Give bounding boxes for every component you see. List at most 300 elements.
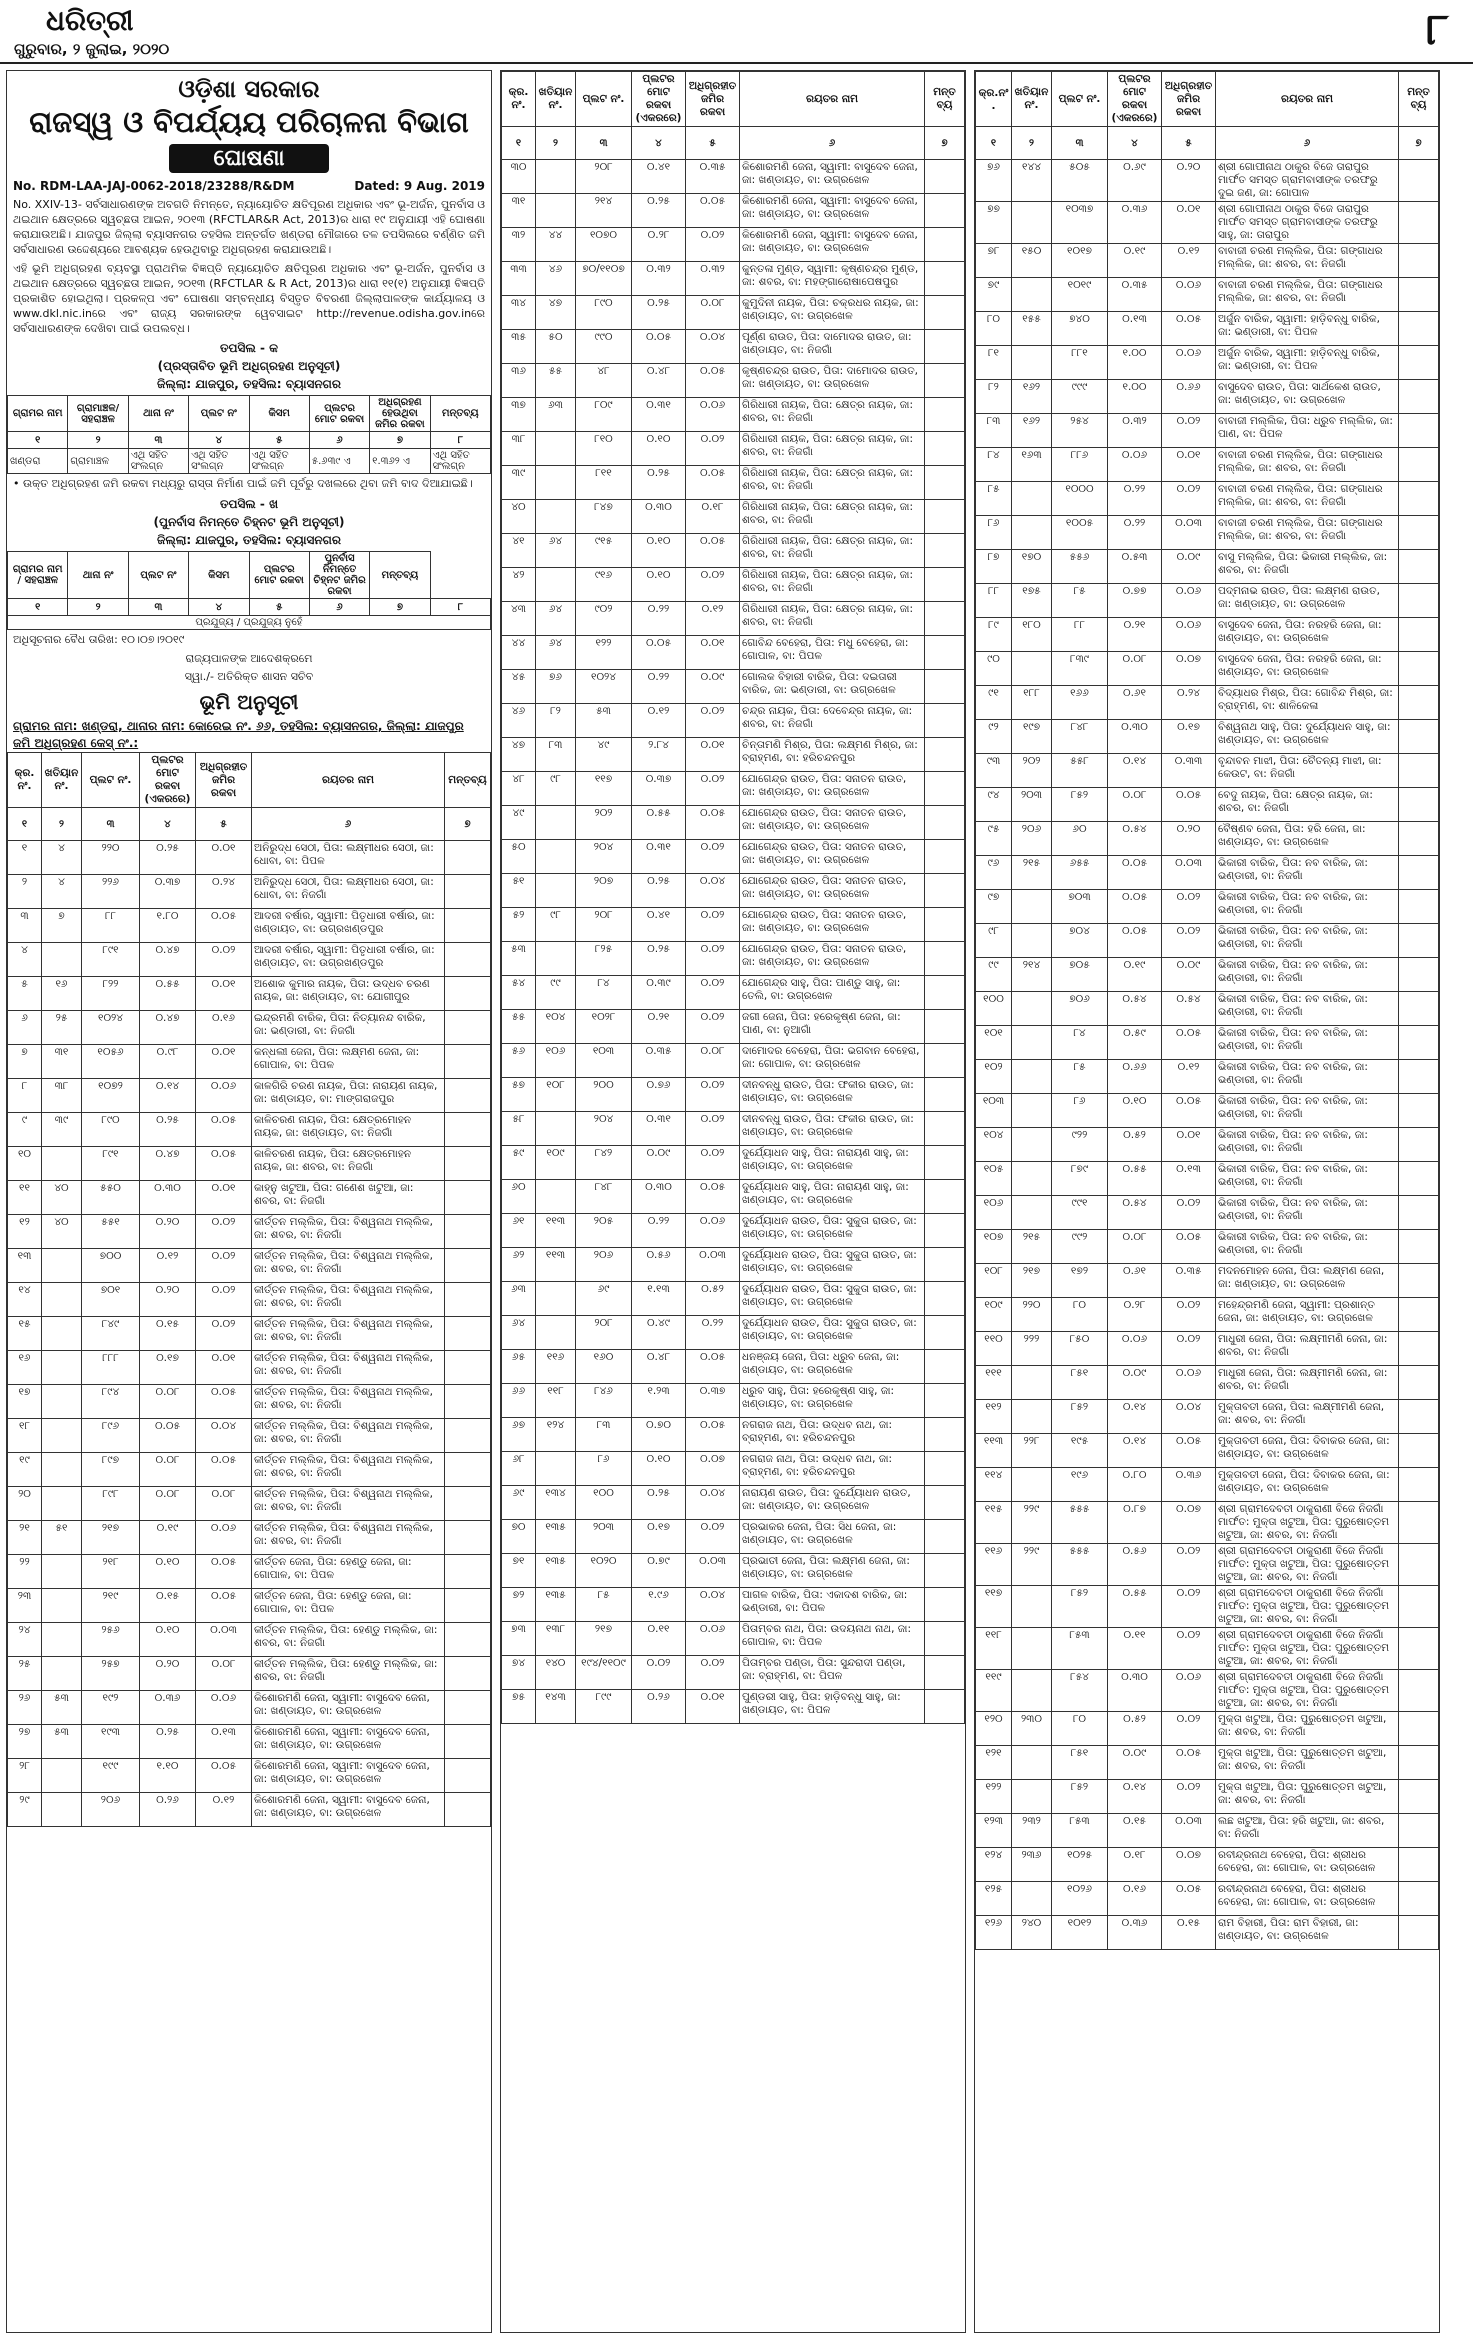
table-cell: ୫୩ bbox=[576, 704, 632, 738]
table-cell bbox=[925, 942, 965, 976]
owner-name-cell: ଦୁର୍ଯ୍ୟୋଧନ ରାଉତ, ପିତା: ସୁକୁତା ରାଉତ, ଜା: ଖଣ୍ଡାୟତ, ବା: ଉଗ୍ରଖେଳ bbox=[740, 1282, 925, 1316]
table-cell bbox=[1399, 414, 1439, 448]
land-header-cell: ଅଧିଗ୍ରହୀତ ଜମିର ରକବା bbox=[196, 753, 252, 808]
table-cell bbox=[925, 1010, 965, 1044]
owner-name-cell: ଶ୍ରୀ ଗ୍ରାମଦେବତୀ ଠାକୁରାଣୀ ବିଜେ ନିଜଗାଁ ମାର୍ଫତ: ମୁକ୍ତା ଖଟୁଆ, ପିତା: ପୁରୁଷୋତ୍ତମ ଖଟୁଆ, ଜା: ଶବର, ବା: ନିଜଗାଁ bbox=[1216, 1586, 1399, 1628]
table-cell: ୨୫ bbox=[8, 1657, 42, 1691]
table-cell: ୨୦୩ bbox=[576, 1520, 632, 1554]
table-cell bbox=[925, 1112, 965, 1146]
table-row bbox=[8, 1623, 491, 1657]
table-cell: ୦.୨୦ bbox=[140, 1215, 196, 1249]
owner-name-cell: ଭିକାରୀ ବାରିକ, ପିତା: ନବ ବାରିକ, ଜା: ଭଣ୍ଡାରୀ, ବା: ନିଜଗାଁ bbox=[1216, 856, 1399, 890]
table-row bbox=[502, 1554, 965, 1588]
table-cell: ୪ bbox=[42, 875, 82, 909]
table-cell: ୪୯ bbox=[502, 806, 536, 840]
table-cell: ୧୦୯ bbox=[976, 1298, 1012, 1332]
newspaper-logo: ଧରିତ୍ରୀ bbox=[46, 4, 134, 37]
land-header-cell: ପ୍ଲଟ ନଂ. bbox=[1052, 72, 1108, 127]
schedule-a-header-cell: ପ୍ଲଟର ମୋଟ ରକବା bbox=[309, 396, 369, 432]
table-row bbox=[976, 482, 1439, 516]
owner-name-cell: ଦୁର୍ଯ୍ୟୋଧନ ସାହୁ, ପିତା: ନାରାୟଣ ସାହୁ, ଜା: ଖଣ୍ଡାୟତ, ବା: ଉଗ୍ରଖେଳ bbox=[740, 1180, 925, 1214]
land-index-cell: ୬ bbox=[1216, 127, 1399, 160]
table-cell: ୮୦ bbox=[976, 312, 1012, 346]
table-cell: ୮୦୯ bbox=[576, 398, 632, 432]
table-cell: ୦.୫୬ bbox=[1108, 1544, 1162, 1586]
table-cell: ୧୧ bbox=[8, 1181, 42, 1215]
table-row bbox=[502, 1180, 965, 1214]
table-cell: ୦.୦୫ bbox=[1162, 312, 1216, 346]
schedule-b-index-cell: ୫ bbox=[249, 599, 309, 616]
table-cell: ୯୨୨ bbox=[1052, 1128, 1108, 1162]
table-cell bbox=[925, 1656, 965, 1690]
table-row bbox=[976, 516, 1439, 550]
table-cell: ୧ bbox=[8, 841, 42, 875]
table-cell: ୮୯୭ bbox=[82, 1453, 140, 1487]
table-cell: ୦.୦୨ bbox=[686, 228, 740, 262]
table-cell: ୫୧ bbox=[42, 1521, 82, 1555]
table-cell: ୦.୨୫ bbox=[632, 194, 686, 228]
table-cell bbox=[1012, 1094, 1052, 1128]
table-cell: ୧୮୮ bbox=[1012, 686, 1052, 720]
table-cell: ୦.୨୦ bbox=[1162, 160, 1216, 202]
table-cell: ୦.୫୫ bbox=[1108, 1586, 1162, 1628]
table-row bbox=[8, 1487, 491, 1521]
table-cell: ୯୯୯ bbox=[1052, 380, 1108, 414]
table-row bbox=[976, 414, 1439, 448]
table-cell: ୮୯୧ bbox=[82, 943, 140, 977]
table-cell: ୪୪ bbox=[536, 228, 576, 262]
table-cell: ୦.୦୫ bbox=[1108, 856, 1162, 890]
table-row bbox=[502, 1146, 965, 1180]
table-cell: ୦.୦୮ bbox=[196, 1487, 252, 1521]
table-cell bbox=[925, 228, 965, 262]
table-cell: ୯୯ bbox=[976, 958, 1012, 992]
land-header-cell: କ୍ର.ନଂ. bbox=[502, 72, 536, 127]
table-cell bbox=[1399, 312, 1439, 346]
table-cell: ୮୯୪ bbox=[82, 1385, 140, 1419]
table-cell: ୬୯ bbox=[576, 1282, 632, 1316]
table-cell: ୪୪ bbox=[502, 636, 536, 670]
land-header-cell: ମନ୍ତବ୍ୟ bbox=[445, 753, 491, 808]
table-cell: ୧୦୨୦ bbox=[576, 1554, 632, 1588]
table-cell: ୪ bbox=[8, 943, 42, 977]
table-cell bbox=[1399, 1298, 1439, 1332]
table-row bbox=[976, 1746, 1439, 1780]
table-cell bbox=[536, 806, 576, 840]
table-cell: ୦.୩୧ bbox=[632, 1112, 686, 1146]
table-cell: ୦.୦୫ bbox=[196, 1555, 252, 1589]
land-header-cell: କ୍ର.ନଂ. bbox=[8, 753, 42, 808]
table-cell: ୧୪୩ bbox=[536, 1690, 576, 1724]
column-1 bbox=[6, 70, 492, 2333]
table-cell bbox=[1012, 1468, 1052, 1502]
table-cell: ୦.୩୨ bbox=[686, 262, 740, 296]
table-cell: ୮୪୯ bbox=[82, 1317, 140, 1351]
table-cell bbox=[1399, 550, 1439, 584]
table-cell: ୧୧୦ bbox=[976, 1332, 1012, 1366]
table-cell: ୧୩୫ bbox=[536, 1588, 576, 1622]
owner-name-cell: ମାଧୁରୀ ଜେନା, ପିତା: ଲକ୍ଷ୍ମୀମଣି ଜେନା, ଜା: ଶବର, ବା: ନିଜଗାଁ bbox=[1216, 1332, 1399, 1366]
table-cell: ୧.୯୬ bbox=[632, 1588, 686, 1622]
table-cell: ୧୧୬ bbox=[976, 1544, 1012, 1586]
table-cell: ୦.୬୧ bbox=[1108, 1264, 1162, 1298]
table-row bbox=[502, 1690, 965, 1724]
table-row bbox=[976, 754, 1439, 788]
owner-name-cell: ମୁକ୍ତାବତୀ ଜେନା, ପିତା: ଦିବାକର ଜେନା, ଜା: ଖଣ୍ଡାୟତ, ବା: ଉଗ୍ରଖେଳ bbox=[1216, 1468, 1399, 1502]
column-3 bbox=[974, 70, 1440, 2333]
table-cell: ୦.୦୨ bbox=[1162, 1298, 1216, 1332]
table-cell: ୧୫୦ bbox=[1012, 244, 1052, 278]
table-cell bbox=[925, 364, 965, 398]
land-header-cell: ଖତିୟାନ ନଂ. bbox=[536, 72, 576, 127]
table-row bbox=[8, 1657, 491, 1691]
table-cell: ୮୮୧ bbox=[1052, 346, 1108, 380]
table-cell: ୧୦୦ bbox=[576, 1486, 632, 1520]
table-cell: ୦.୬୬ bbox=[1108, 1060, 1162, 1094]
table-cell bbox=[42, 1351, 82, 1385]
table-row bbox=[976, 1848, 1439, 1882]
table-cell bbox=[925, 636, 965, 670]
table-cell: ୫୫୫ bbox=[1052, 1544, 1108, 1586]
owner-name-cell: କିଶୋରମଣି ଜେନା, ସ୍ୱାମୀ: ବାସୁଦେବ ଜେନା, ଜା: ଖଣ୍ଡାୟତ, ବା: ଉଗ୍ରଖେଳ bbox=[252, 1691, 445, 1725]
table-cell: ୬୩ bbox=[536, 398, 576, 432]
table-row bbox=[502, 1656, 965, 1690]
table-cell: ୦.୧୫ bbox=[140, 1589, 196, 1623]
table-cell: ୧୨୦ bbox=[976, 1712, 1012, 1746]
table-row bbox=[976, 1628, 1439, 1670]
table-cell: ୨୫୪ bbox=[1052, 414, 1108, 448]
table-cell: ୦.୩୬ bbox=[140, 1691, 196, 1725]
table-cell: ୦.୦୧ bbox=[1162, 1128, 1216, 1162]
table-cell: ୦.୦୩ bbox=[1162, 516, 1216, 550]
table-cell bbox=[445, 943, 491, 977]
table-cell: ୦.୦୧ bbox=[686, 636, 740, 670]
table-cell: ୦.୦୫ bbox=[1162, 1434, 1216, 1468]
table-cell: ୦.୨୮ bbox=[1108, 1298, 1162, 1332]
table-cell bbox=[925, 1452, 965, 1486]
notice-paragraph-2: ଏହି ଭୂମି ଅଧିଗ୍ରହଣ ବ୍ୟବସ୍ଥା ପ୍ରାଥମିକ ବିଜ୍ଞପ୍ତି ନ୍ୟାୟୋଚିତ କ୍ଷତିପୂରଣ ଅଧିକାର ଏବଂ ଭୂ-ଅର୍ଜନ, ପୁନର୍ବାସ ଓ ଥଇଥାନ କ୍ଷେତ୍ରରେ ସ୍ୱଚ୍ଛତା ଆଇନ, ୨୦୧୩ (RFCTLAR & R Act, 2013)ର ଧାରା ୧୧(୧) ଅନୁଯାୟୀ ବିଜ୍ଞପ୍ତି ପ୍ରକାଶିତ ହୋଇଥିଲା। ପ୍ରକଳ୍ପ ଏବଂ ଘୋଷଣା ସମ୍ବନ୍ଧୀୟ ବିସ୍ତୃତ ବିବରଣୀ ଜିଲ୍ଲାପାଳଙ୍କ କାର୍ଯ୍ୟାଳୟ ଓ www.dkl.nic.inରେ ଏବଂ ରାଜ୍ୟ ସରକାରଙ୍କ ୱେବସାଇଟ http://revenue.odisha.gov.inରେ ସର୍ବସାଧାରଣଙ୍କ ଦେଖିବା ପାଇଁ ଉପଲବ୍ଧ। bbox=[13, 262, 485, 335]
table-cell: ୮୫୨ bbox=[1052, 1586, 1108, 1628]
table-cell: ୩୮ bbox=[502, 432, 536, 466]
table-cell: ୦.୦୨ bbox=[1162, 1544, 1216, 1586]
table-cell bbox=[536, 1316, 576, 1350]
land-header-cell: ପ୍ଲଟର ମୋଟ ରକବା (ଏକରରେ) bbox=[140, 753, 196, 808]
owner-name-cell: ମହେନ୍ଦ୍ରମଣି ଜେନା, ସ୍ୱାମୀ: ପ୍ରଶାନ୍ତ ଜେନା, ଜା: ଖଣ୍ଡାୟତ, ବା: ଉଗ୍ରଖେଳ bbox=[1216, 1298, 1399, 1332]
schedule-b-header-cell: ଥାନା ନଂ bbox=[68, 552, 128, 599]
table-cell: ୦.୩୭ bbox=[632, 772, 686, 806]
table-cell: ୮୫୦ bbox=[1052, 1332, 1108, 1366]
table-cell: ୧୦୨୫ bbox=[1052, 1848, 1108, 1882]
table-cell: ୧୦ bbox=[8, 1147, 42, 1181]
owner-name-cell: ବାବାଜୀ ଚରଣ ମଲ୍ଲିକ, ପିତା: ଗଙ୍ଗାଧର ମଲ୍ଲିକ, ଜା: ଶବର, ବା: ନିଜଗାଁ bbox=[1216, 516, 1399, 550]
owner-name-cell: ବିଦ୍ୟାଧର ମିଶ୍ର, ପିତା: ଗୋବିନ୍ଦ ମିଶ୍ର, ଜା: ବ୍ରାହ୍ମଣ, ବା: ଶାଳିକେଳା bbox=[1216, 686, 1399, 720]
table-row bbox=[502, 1282, 965, 1316]
table-cell: ୦.୦୩ bbox=[1162, 856, 1216, 890]
table-cell: ୧୯୨ bbox=[82, 1691, 140, 1725]
table-cell: ୧୦୪ bbox=[976, 1128, 1012, 1162]
owner-name-cell: ଚିନ୍ତାମଣି ମିଶ୍ର, ପିତା: ଲକ୍ଷ୍ମଣ ମିଶ୍ର, ଜା: ବ୍ରାହ୍ମଣ, ବା: ହରିଚନ୍ଦନପୁର bbox=[740, 738, 925, 772]
table-cell bbox=[925, 568, 965, 602]
table-cell bbox=[925, 1486, 965, 1520]
owner-name-cell: ଯୋଗେନ୍ଦ୍ର ସାହୁ, ପିତା: ପାଣ୍ଡୁ ସାହୁ, ଜା: ତେଲି, ବା: ଉଗ୍ରଖେଳ bbox=[740, 976, 925, 1010]
schedule-b-title: ତପସିଲ - ଖ bbox=[219, 497, 279, 511]
table-cell: ୦.୭୦ bbox=[632, 1418, 686, 1452]
table-cell: ୧୧୧ bbox=[976, 1366, 1012, 1400]
table-cell: ୧୪୦ bbox=[536, 1656, 576, 1690]
table-cell: ୦.୨୨ bbox=[1108, 516, 1162, 550]
table-cell: ୮୮ bbox=[976, 584, 1012, 618]
table-cell: ୧୦୩ bbox=[976, 1094, 1012, 1128]
table-cell bbox=[1399, 244, 1439, 278]
table-cell: ୩୯ bbox=[42, 1113, 82, 1147]
table-cell: ୦.୧୭ bbox=[1162, 720, 1216, 754]
table-cell bbox=[1399, 1162, 1439, 1196]
owner-name-cell: ଯୋଗେନ୍ଦ୍ର ରାଉତ, ପିତା: ସନାତନ ରାଉତ, ଜା: ଖଣ୍ଡାୟତ, ବା: ଉଗ୍ରଖେଳ bbox=[740, 806, 925, 840]
reference-line bbox=[7, 177, 491, 195]
table-cell: ୨୨୬ bbox=[82, 875, 140, 909]
table-cell: ୮୫୨ bbox=[1052, 788, 1108, 822]
table-cell: ୦.୬୯ bbox=[1108, 160, 1162, 202]
table-cell: ୦.୦୬ bbox=[1162, 346, 1216, 380]
schedule-b-index-cell: ୮ bbox=[430, 599, 490, 616]
table-cell: ୦.୦୧ bbox=[1162, 448, 1216, 482]
table-cell bbox=[925, 160, 965, 194]
table-cell bbox=[536, 1112, 576, 1146]
table-cell bbox=[1012, 516, 1052, 550]
owner-name-cell: ବାସୁଦେବ ରାଉତ, ପିତା: ସାର୍ଥକେଶ ରାଉତ, ଜା: ଖଣ୍ଡାୟତ, ବା: ଉଗ୍ରଖେଳ bbox=[1216, 380, 1399, 414]
table-cell: ୯୩ bbox=[976, 754, 1012, 788]
owner-name-cell: ଭିକାରୀ ବାରିକ, ପିତା: ନବ ବାରିକ, ଜା: ଭଣ୍ଡାରୀ, ବା: ନିଜଗାଁ bbox=[1216, 1230, 1399, 1264]
table-row bbox=[976, 278, 1439, 312]
table-row bbox=[976, 686, 1439, 720]
owner-name-cell: ଅର୍ଜୁନ ବାରିକ, ସ୍ୱାମୀ: ହାଡ଼ିବନ୍ଧୁ ବାରିକ, ଜା: ଭଣ୍ଡାରୀ, ବା: ପିପଳ bbox=[1216, 312, 1399, 346]
owner-name-cell: ବେଦୁ ନାୟକ, ପିତା: କ୍ଷେତ୍ର ନାୟକ, ଜା: ଶବର, ବା: ନିଜଗାଁ bbox=[1216, 788, 1399, 822]
owner-name-cell: ଆଦରୀ ବର୍ଷାର, ସ୍ୱାମୀ: ପିତୃଧାରୀ ବର୍ଷାର, ଜା: ଖଣ୍ଡାୟତ, ବା: ଉଗ୍ରଖଣ୍ଡପୁର bbox=[252, 909, 445, 943]
table-cell: ୬୦ bbox=[502, 1180, 536, 1214]
owner-name-cell: କୀର୍ତ୍ତନ ମଲ୍ଲିକ, ପିତା: ବିଶ୍ୱନାଥ ମଲ୍ଲିକ, ଜା: ଶବର, ବା: ନିଜଗାଁ bbox=[252, 1317, 445, 1351]
table-cell: ୦.୦୫ bbox=[1162, 1230, 1216, 1264]
table-cell bbox=[925, 398, 965, 432]
table-cell bbox=[1012, 1400, 1052, 1434]
table-row bbox=[976, 1544, 1439, 1586]
table-row bbox=[976, 1916, 1439, 1950]
land-table-3 bbox=[975, 71, 1439, 1950]
owner-name-cell: ନାରାୟଣ ରାଉତ, ପିତା: ଦୁର୍ଯ୍ୟୋଧନ ରାଉତ, ଜା: ଖଣ୍ଡାୟତ, ବା: ଉଗ୍ରଖେଳ bbox=[740, 1486, 925, 1520]
table-cell: ୦.୨୨ bbox=[632, 602, 686, 636]
land-header-cell: ଅଧିଗ୍ରହୀତ ଜମିର ରକବା bbox=[1162, 72, 1216, 127]
owner-name-cell: କାଳିଚରଣ ନାୟକ, ପିତା: କ୍ଷେତ୍ରମୋହନ ନାୟକ, ଜା: ଶବର, ବା: ନିଜଗାଁ bbox=[252, 1147, 445, 1181]
owner-name-cell: ପ୍ରଭାତୀ ଜେନା, ପିତା: ଲକ୍ଷ୍ମଣ ଜେନା, ଜା: ଖଣ୍ଡାୟତ, ବା: ଉଗ୍ରଖେଳ bbox=[740, 1554, 925, 1588]
table-cell: ୩୩ bbox=[502, 262, 536, 296]
owner-name-cell: ବାସୁ ମଲ୍ଲିକ, ପିତା: ଭିକାରୀ ମଲ୍ଲିକ, ଜା: ଶବର, ବା: ନିଜଗାଁ bbox=[1216, 550, 1399, 584]
table-cell bbox=[1399, 618, 1439, 652]
table-cell: ୦.୪୭ bbox=[140, 1011, 196, 1045]
table-cell: ୦.୦୧ bbox=[686, 1690, 740, 1724]
land-header-cell: ମନ୍ତବ୍ୟ bbox=[1399, 72, 1439, 127]
table-cell: ୬୪ bbox=[536, 534, 576, 568]
table-cell bbox=[925, 1622, 965, 1656]
table-cell: ୮୬ bbox=[1052, 1094, 1108, 1128]
table-cell: ୦.୦୬ bbox=[1162, 278, 1216, 312]
table-cell: ୦.୦୧ bbox=[686, 738, 740, 772]
schedule-a-title: ତପସିଲ - କ bbox=[219, 341, 278, 355]
table-row bbox=[8, 1691, 491, 1725]
table-cell: ୦.୫୯ bbox=[1108, 1026, 1162, 1060]
table-cell: ୦.୧୦ bbox=[632, 568, 686, 602]
table-cell: ୦.୪୮ bbox=[632, 364, 686, 398]
table-cell: ୧୨୬ bbox=[976, 1916, 1012, 1950]
table-cell: ୧୦୩ bbox=[576, 1044, 632, 1078]
table-cell: ୦.୩୬ bbox=[1108, 202, 1162, 244]
owner-name-cell: ଭିକାରୀ ବାରିକ, ପିତା: ନବ ବାରିକ, ଜା: ଭଣ୍ଡାରୀ, ବା: ନିଜଗାଁ bbox=[1216, 1060, 1399, 1094]
owner-name-cell: ବୈଷ୍ଣବ ଜେନା, ପିତା: ହରି ଜେନା, ଜା: ଖଣ୍ଡାୟତ, ବା: ଉଗ୍ରଖେଳ bbox=[1216, 822, 1399, 856]
land-header-cell: ଖତିୟାନ ନଂ. bbox=[42, 753, 82, 808]
table-cell bbox=[1012, 482, 1052, 516]
table-cell: ୭୦୧ bbox=[82, 1283, 140, 1317]
table-cell: ୦.୧୩ bbox=[196, 1725, 252, 1759]
table-cell: ୦.୧୨ bbox=[686, 602, 740, 636]
table-row bbox=[976, 856, 1439, 890]
table-cell: ୬୬ bbox=[502, 1384, 536, 1418]
table-cell: ୦.୦୧ bbox=[196, 841, 252, 875]
issue-date: ଗୁରୁବାର, ୨ ଜୁଲାଇ, ୨୦୨୦ bbox=[14, 40, 170, 58]
table-cell bbox=[925, 1588, 965, 1622]
owner-name-cell: ଭିକାରୀ ବାରିକ, ପିତା: ନବ ବାରିକ, ଜା: ଭଣ୍ଡାରୀ, ବା: ନିଜଗାଁ bbox=[1216, 1196, 1399, 1230]
table-cell: ୦.୦୨ bbox=[196, 1283, 252, 1317]
owner-name-cell: ଆଦରୀ ବର୍ଷାର, ସ୍ୱାମୀ: ପିତୃଧାରୀ ବର୍ଷାର, ଜା: ଖଣ୍ଡାୟତ, ବା: ଉଗ୍ରଖଣ୍ଡପୁର bbox=[252, 943, 445, 977]
table-cell bbox=[1399, 992, 1439, 1026]
table-cell bbox=[1399, 1468, 1439, 1502]
table-cell: ୩୨ bbox=[502, 228, 536, 262]
land-index-cell: ୨ bbox=[42, 808, 82, 841]
table-row bbox=[502, 908, 965, 942]
table-cell: ୦.୧୪ bbox=[1108, 1400, 1162, 1434]
table-cell: ୧୦୨୬ bbox=[1052, 1882, 1108, 1916]
table-cell bbox=[445, 1351, 491, 1385]
table-cell: ୦.୫୪ bbox=[1108, 992, 1162, 1026]
owner-name-cell: ମଦନମୋହନ ଜେନା, ପିତା: ଲକ୍ଷ୍ମଣ ଜେନା, ଜା: ଖଣ୍ଡାୟତ, ବା: ଉଗ୍ରଖେଳ bbox=[1216, 1264, 1399, 1298]
land-index-cell: ୪ bbox=[1108, 127, 1162, 160]
table-cell: ୦.୧୯ bbox=[140, 1521, 196, 1555]
table-cell bbox=[1399, 1544, 1439, 1586]
owner-name-cell: ମୁକ୍ତା ଖଟୁଆ, ପିତା: ପୁରୁଷୋତ୍ତମ ଖଟୁଆ, ଜା: ଶବର, ବା: ନିଜଗାଁ bbox=[1216, 1712, 1399, 1746]
schedule-b-header-cell: ପ୍ଲଟ ନଂ bbox=[128, 552, 188, 599]
owner-name-cell: କାଳିଚରଣ ନାୟକ, ପିତା: କ୍ଷେତ୍ରମୋହନ ନାୟକ, ଜା: ଖଣ୍ଡାୟତ, ବା: ନିଜଗାଁ bbox=[252, 1113, 445, 1147]
owner-name-cell: ଦାମୋଦର ବେହେରା, ପିତା: ଭଗବାନ ବେହେରା, ଜା: ଗୋପାଳ, ବା: ଉଗ୍ରଖେଳ bbox=[740, 1044, 925, 1078]
table-cell: ୮୫ bbox=[576, 1588, 632, 1622]
table-row bbox=[502, 1520, 965, 1554]
table-cell: ୦.୨୫ bbox=[632, 874, 686, 908]
table-row bbox=[8, 1249, 491, 1283]
table-cell: ୦.୦୫ bbox=[140, 1419, 196, 1453]
table-cell: ୨୦ bbox=[8, 1487, 42, 1521]
table-row bbox=[502, 976, 965, 1010]
table-cell: ୧୮୦ bbox=[1012, 618, 1052, 652]
table-cell bbox=[536, 874, 576, 908]
table-cell bbox=[1399, 448, 1439, 482]
table-cell: ୧୦୧ bbox=[976, 1026, 1012, 1060]
table-cell: ୫୧ bbox=[502, 874, 536, 908]
table-cell: ୨୦୪ bbox=[576, 1112, 632, 1146]
owner-name-cell: ଶ୍ରୀ ଗୋପୀନାଥ ଠାକୁର ବିଜେ ତାରାପୁର ମାର୍ଫତ ସମସ୍ତ ଗ୍ରାମବାସୀଙ୍କ ତରଫରୁ ଦୁଇ ଜଣ, ଜା: ଗୋପାଳ bbox=[1216, 160, 1399, 202]
table-cell: ୫୯ bbox=[502, 1146, 536, 1180]
schedule-b-index-cell: ୧ bbox=[8, 599, 68, 616]
table-cell bbox=[1012, 652, 1052, 686]
table-cell: ୦.୩୫ bbox=[1162, 1264, 1216, 1298]
table-row bbox=[502, 500, 965, 534]
table-cell: ୭୭ bbox=[976, 202, 1012, 244]
table-cell bbox=[1399, 890, 1439, 924]
table-cell: ୦.୨୦ bbox=[140, 1657, 196, 1691]
table-cell: ୭୦୩ bbox=[1052, 890, 1108, 924]
schedule-a-header-cell: ମନ୍ତବ୍ୟ bbox=[430, 396, 490, 432]
table-row bbox=[8, 1589, 491, 1623]
schedule-a-index-cell: ୮ bbox=[430, 432, 490, 449]
table-cell: ୦.୦୫ bbox=[196, 1759, 252, 1793]
table-row bbox=[502, 228, 965, 262]
table-cell: ୦.୦୨ bbox=[686, 568, 740, 602]
table-cell: ୦.୩୬ bbox=[1162, 1468, 1216, 1502]
owner-name-cell: କୀର୍ତ୍ତନ ମଲ୍ଲିକ, ପିତା: ବିଶ୍ୱନାଥ ମଲ୍ଲିକ, ଜା: ଶବର, ବା: ନିଜଗାଁ bbox=[252, 1521, 445, 1555]
table-cell: ୯୯୧ bbox=[1052, 1196, 1108, 1230]
table-cell: ୦.୦୬ bbox=[686, 398, 740, 432]
table-cell: ୨୮ bbox=[8, 1759, 42, 1793]
owner-name-cell: ଭିକାରୀ ବାରିକ, ପିତା: ନବ ବାରିକ, ଜା: ଭଣ୍ଡାରୀ, ବା: ନିଜଗାଁ bbox=[1216, 924, 1399, 958]
table-cell bbox=[1399, 958, 1439, 992]
table-cell bbox=[445, 977, 491, 1011]
table-cell: ୦.୪୧ bbox=[632, 908, 686, 942]
table-cell bbox=[925, 1554, 965, 1588]
table-cell: ୦.୦୨ bbox=[1162, 1586, 1216, 1628]
table-cell: ୫୦ bbox=[502, 840, 536, 874]
owner-name-cell: ଗିରିଧାରୀ ନାୟକ, ପିତା: କ୍ଷେତ୍ର ନାୟକ, ଜା: ଶବର, ବା: ନିଜଗାଁ bbox=[740, 500, 925, 534]
schedule-b-table bbox=[7, 551, 491, 630]
land-header-cell: ମନ୍ତବ୍ୟ bbox=[925, 72, 965, 127]
schedule-a-cell: ଏଥି ସହିତ ସଂଲଗ୍ନ bbox=[128, 449, 188, 474]
table-cell: ୦.୩୦ bbox=[632, 1180, 686, 1214]
table-cell bbox=[445, 1555, 491, 1589]
reference-date: Dated: 9 Aug. 2019 bbox=[354, 179, 485, 193]
table-cell: ୬୫ bbox=[502, 1350, 536, 1384]
table-cell bbox=[42, 943, 82, 977]
table-row bbox=[8, 1181, 491, 1215]
table-cell: ୦.୦୫ bbox=[196, 1385, 252, 1419]
table-row bbox=[976, 890, 1439, 924]
table-row bbox=[502, 874, 965, 908]
table-row bbox=[8, 1453, 491, 1487]
table-cell: ୫୮ bbox=[502, 1112, 536, 1146]
table-cell: ୧୭୫ bbox=[1012, 584, 1052, 618]
table-row bbox=[8, 1351, 491, 1385]
table-cell: ୦.୦୫ bbox=[196, 909, 252, 943]
table-cell: ୦.୦୪ bbox=[1162, 1400, 1216, 1434]
table-cell: ୫୨ bbox=[502, 908, 536, 942]
table-cell bbox=[925, 1248, 965, 1282]
table-cell bbox=[925, 1316, 965, 1350]
table-cell: ୦.୦୫ bbox=[686, 466, 740, 500]
table-cell: ୩୪ bbox=[502, 296, 536, 330]
table-cell: ୨୫ bbox=[42, 1011, 82, 1045]
table-cell bbox=[445, 1113, 491, 1147]
table-cell: ୨୧୭ bbox=[1012, 1264, 1052, 1298]
table-cell: ୦.୬୧ bbox=[1108, 686, 1162, 720]
table-cell: ୮୩ bbox=[576, 1418, 632, 1452]
owner-name-cell: ଭିକାରୀ ବାରିକ, ପିତା: ନବ ବାରିକ, ଜା: ଭଣ୍ଡାରୀ, ବା: ନିଜଗାଁ bbox=[1216, 1094, 1399, 1128]
land-header-cell: ରୟତର ନାମ bbox=[1216, 72, 1399, 127]
table-cell: ୦.୦୨ bbox=[1162, 1780, 1216, 1814]
table-cell: ୦.୮୦ bbox=[1108, 1468, 1162, 1502]
table-cell bbox=[1399, 1128, 1439, 1162]
